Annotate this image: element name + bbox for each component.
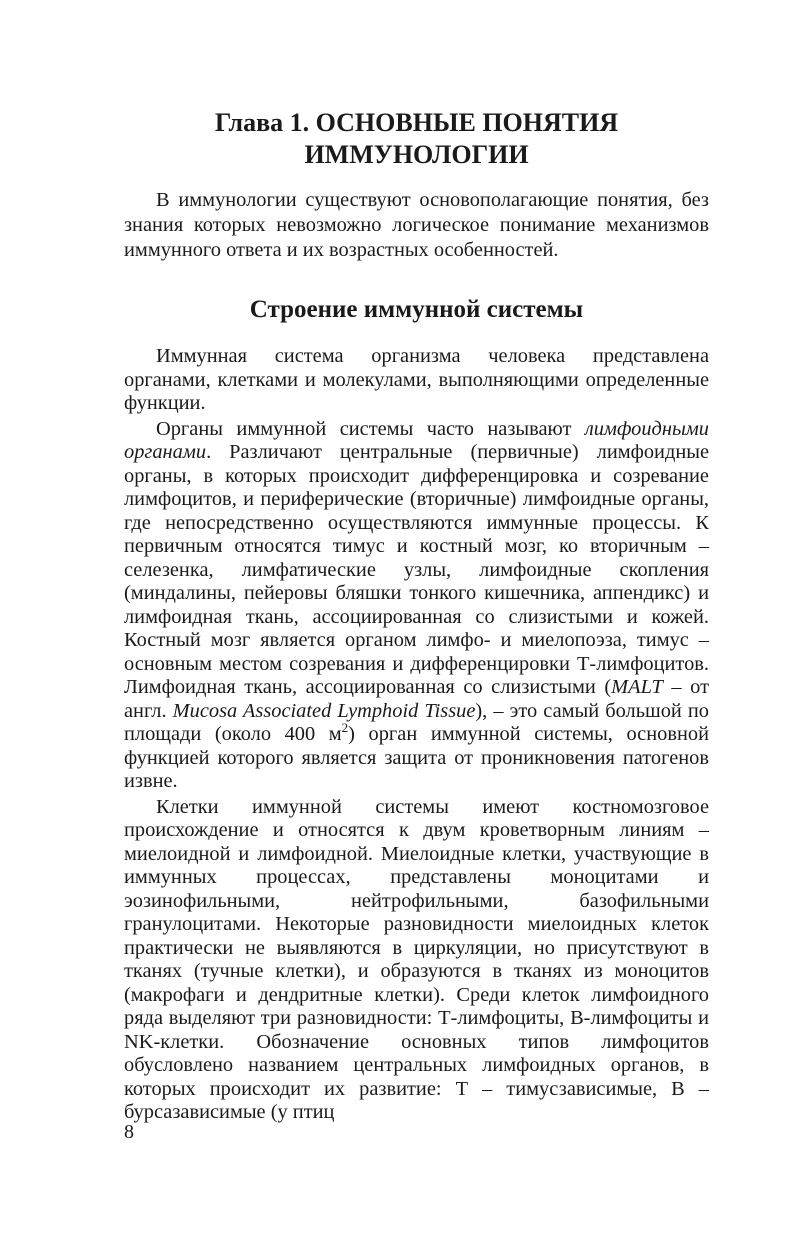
page-number: 8 (124, 1121, 134, 1143)
superscript-2: 2 (341, 720, 349, 736)
paragraph-2-text-1: Органы иммунной системы часто называют (156, 417, 585, 440)
paragraph-2-text-3: – от англ. (124, 676, 710, 722)
section-body (124, 345, 709, 1125)
term-malt: MALT (611, 676, 663, 698)
paragraph-2-text-2: . Различают центральные (первичные) лимфоидные органы, в которых происходит дифференцировка и созревание лимфоцитов, и периферические (вторичные) лимфоидные органы, где непосредственно осуществляются иммунные процессы. К первичным относятся тимус и костный мозг, ко вторичным – селезенка, лимфатические узлы, лимфоидные скопления (миндалины, пейеровы бляшки тонкого кишечника, аппендикс) и лимфоидная ткань, ассоциированная со слизистыми и кожей. Костный мозг является органом лимфо- и миелопоэза, тимус – основным местом созревания и дифференцировки Т-лимфоцитов. Лимфоидная ткань, ассоциированная со слизистыми ( (124, 441, 709, 698)
paragraph-2-text-5: ) орган иммунной системы, основной функцией которого является защита от проникновения патогенов извне. (124, 723, 709, 792)
chapter-title-line-2: ИММУНОЛОГИИ (304, 140, 529, 169)
intro-paragraph: В иммунологии существуют основополагающие понятия, без знания которых невозможно логическое понимание механизмов иммунного ответа и их возрастных особенностей. (124, 189, 709, 261)
paragraph-2-text-4: ), – это самый большой по площади (около 400 м (124, 699, 709, 745)
paragraph-2 (124, 418, 709, 794)
chapter-title-line-1: Глава 1. ОСНОВНЫЕ ПОНЯТИЯ (214, 108, 619, 137)
section-title: Строение иммунной системы (249, 296, 584, 323)
paragraph-1: Иммунная система организма человека представлена органами, клетками и молекулами, выполняющими определенные функции. (124, 345, 709, 414)
chapter-title (124, 107, 709, 171)
chapter-intro (124, 188, 709, 263)
term-lymphoid-organs: лимфоидными органами (124, 417, 709, 463)
paragraph-3: Клетки иммунной системы имеют костномозговое происхождение и относятся к двум кроветворным линиям – миелоидной и лимфоидной. Миелоидные клетки, участвующие в иммунных процессах, представлены моноцитами и эозинофильными, нейтрофильными, базофильными гранулоцитами. Некоторые разновидности миелоидных клеток практически не выявляются в циркуляции, но присутствуют в тканях (тучные клетки), и образуются в тканях из моноцитов (макрофаги и дендритные клетки). Среди клеток лимфоидного ряда выделяют три разновидности: Т-лимфоциты, В-лимфоциты и NK-клетки. Обозначение основных типов лимфоцитов обусловлено названием центральных лимфоидных органов, в которых происходит их развитие: Т – тимусзависимые, В – бурсазависимые (у птиц (124, 795, 709, 1123)
term-malt-expansion: Mucosa Associated Lymphoid Tissue (172, 699, 476, 722)
